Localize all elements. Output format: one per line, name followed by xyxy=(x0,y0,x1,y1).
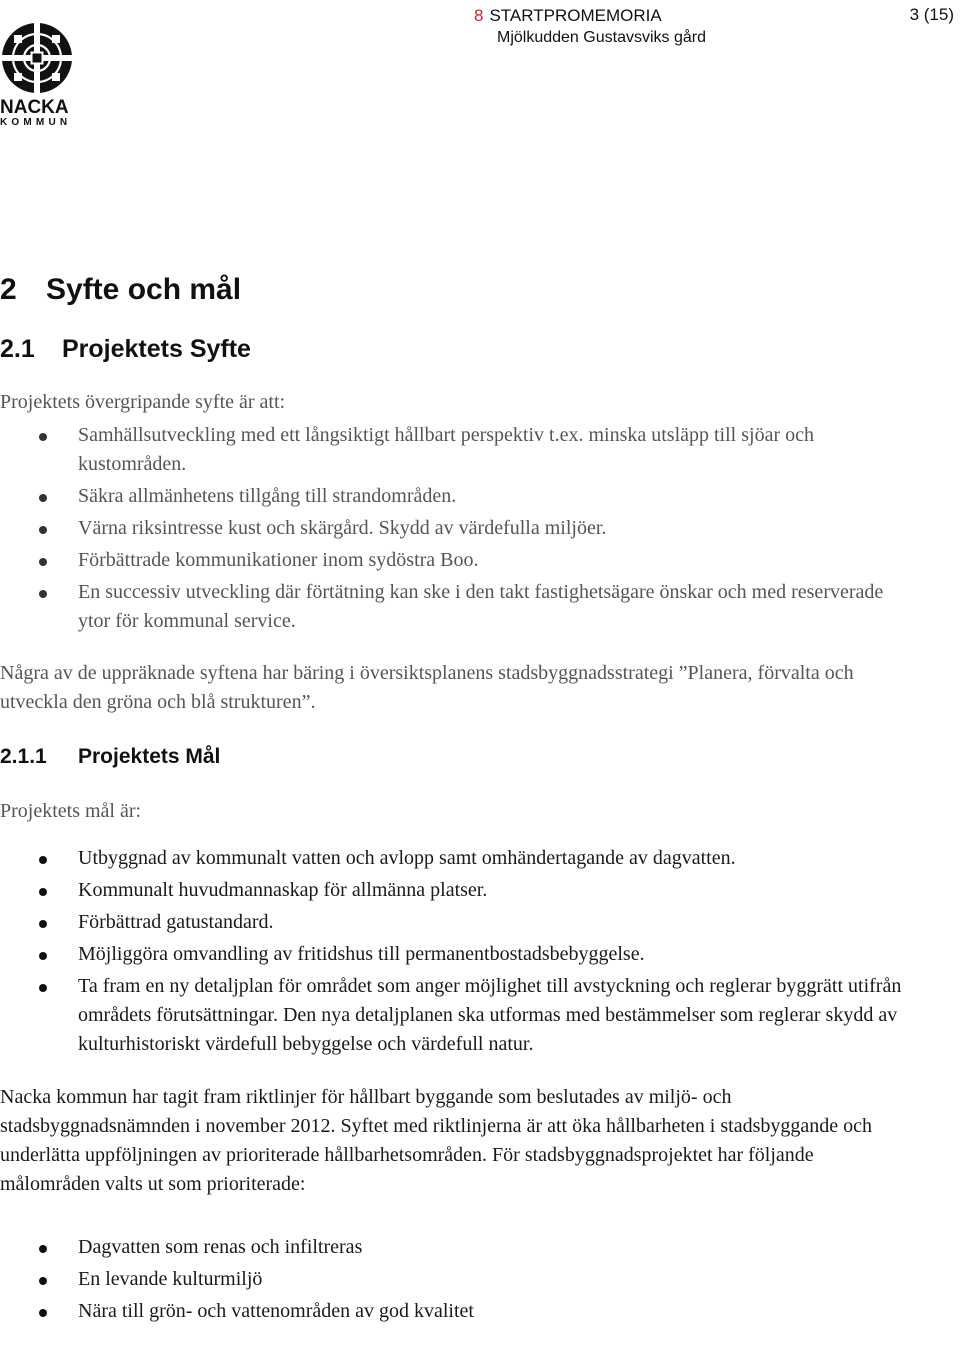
syfte-outro: Några av de uppräknade syftena har bäring i översiktsplanens stadsbyggnadsstrategi ”Planera, förvalta och utveckla den gröna och blå strukturen”. xyxy=(0,662,854,713)
page-number: 3 (15) xyxy=(909,5,954,24)
header-title: STARTPROMEMORIA xyxy=(489,6,662,25)
list-item: Kommunalt huvudmannaskap för allmänna platser. xyxy=(0,876,905,905)
mal-title: Projektets Mål xyxy=(78,745,221,768)
syfte-number: 2.1 xyxy=(0,335,35,363)
section-heading xyxy=(0,270,905,310)
list-item: Ta fram en ny detaljplan för området som anger möjlighet till avstyckning och reglerar byggrätt utifrån områdets förutsättningar. Den nya detaljplanen ska utformas med bestämmelser som reglerar skydd av kulturhistoriskt värdefull bebyggelse och värdefull natur. xyxy=(0,972,905,1059)
syfte-title: Projektets Syfte xyxy=(62,335,251,363)
list-item: Säkra allmänhetens tillgång till strandområden. xyxy=(0,482,905,511)
syfte-intro: Projektets övergripande syfte är att: xyxy=(0,391,286,413)
nacka-logo xyxy=(0,22,76,128)
list-item: Samhällsutveckling med ett långsiktigt hållbart perspektiv t.ex. minska utsläpp till sjöar och kustområden. xyxy=(0,421,905,479)
list-item: En successiv utveckling där förtätning kan ske i den takt fastighetsägare önskar och med reserverade ytor för kommunal service. xyxy=(0,578,905,636)
mal-intro-section xyxy=(0,797,905,826)
mal-heading xyxy=(0,743,905,771)
page-header xyxy=(474,5,954,49)
priority-list xyxy=(0,1233,905,1326)
nacka-emblem-icon xyxy=(1,22,73,94)
mal-list xyxy=(0,844,905,1059)
logo-subname: KOMMUN xyxy=(0,117,72,128)
list-item: Förbättrad gatustandard. xyxy=(0,908,905,937)
header-number: 8 xyxy=(474,6,484,25)
riktlinjer-paragraph: Nacka kommun har tagit fram riktlinjer för hållbart byggande som beslutades av miljö- och stadsbyggnadsnämnden i november 2012. Syftet med riktlinjerna är att öka hållbarheten i stadsbyggande och underlätta uppföljningen av prioriterade hållbarhetsområden. För stadsbyggnadsprojektet har följande målområden valts ut som prioriterade: xyxy=(0,1086,872,1195)
section-number: 2 xyxy=(0,273,17,306)
header-title-line xyxy=(474,5,954,27)
mal-intro: Projektets mål är: xyxy=(0,800,142,822)
mal-number: 2.1.1 xyxy=(0,745,47,768)
header-subtitle: Mjölkudden Gustavsviks gård xyxy=(497,29,706,46)
list-item: Utbyggnad av kommunalt vatten och avlopp samt omhändertagande av dagvatten. xyxy=(0,844,905,873)
list-item: Nära till grön- och vattenområden av god kvalitet xyxy=(0,1297,905,1326)
section-title: Syfte och mål xyxy=(46,273,242,306)
logo-name: NACKA xyxy=(0,97,69,118)
list-item: En levande kulturmiljö xyxy=(0,1265,905,1294)
list-item: Dagvatten som renas och infiltreras xyxy=(0,1233,905,1262)
list-item: Möjliggöra omvandling av fritidshus till permanentbostadsbebyggelse. xyxy=(0,940,905,969)
document-body xyxy=(0,270,905,1329)
list-item: Förbättrade kommunikationer inom sydöstra Boo. xyxy=(0,546,905,575)
syfte-list xyxy=(0,421,905,636)
list-item: Värna riksintresse kust och skärgård. Skydd av värdefulla miljöer. xyxy=(0,514,905,543)
syfte-heading xyxy=(0,332,905,366)
syfte-section xyxy=(0,388,905,717)
